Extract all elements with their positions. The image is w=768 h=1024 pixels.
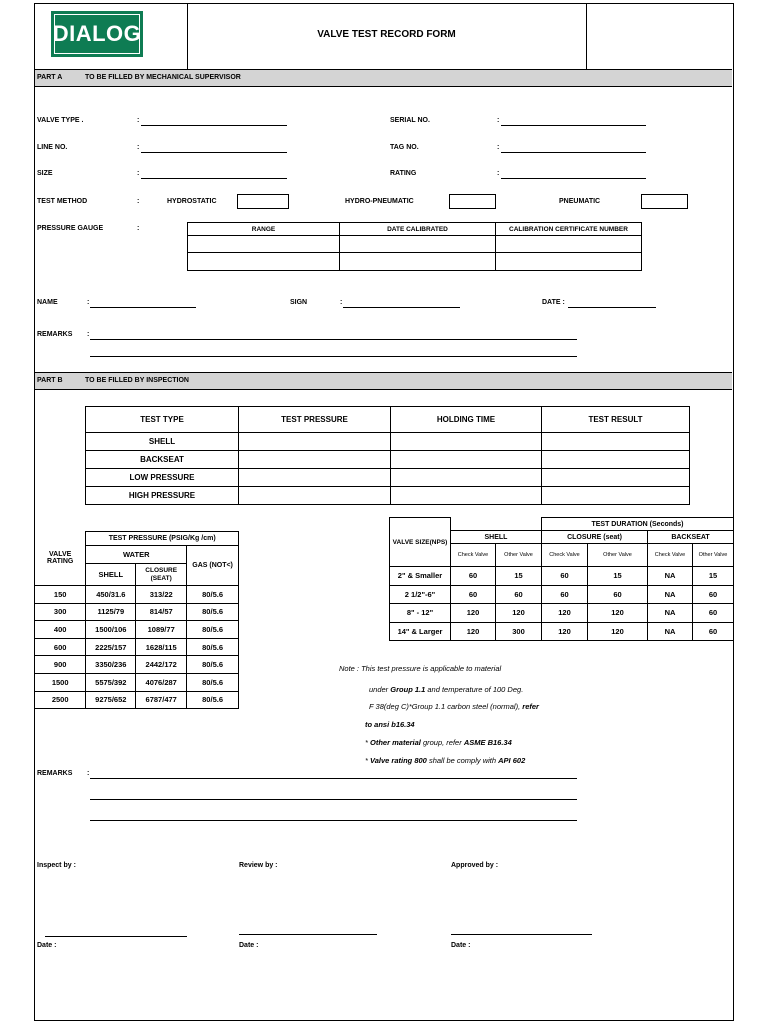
duration-value-cell: NA (648, 604, 693, 623)
size-label: SIZE (37, 170, 53, 177)
note-line-5 (365, 738, 512, 747)
part-a-desc: TO BE FILLED BY MECHANICAL SUPERVISOR (85, 74, 241, 81)
duration-value-cell: 15 (588, 567, 648, 586)
colon: : (137, 144, 140, 151)
test-pressure-header: TEST PRESSURE (PSIG/Kg /cm) (86, 532, 239, 546)
pressure-value-cell: 5575/392 (86, 673, 136, 691)
dialog-logo: DIALOG (51, 11, 143, 57)
note-bold: Group 1.1 (390, 685, 426, 694)
test-cell[interactable] (542, 451, 690, 469)
colon: : (497, 117, 500, 124)
valve-size-cell: 14" & Larger (390, 622, 451, 641)
test-cell[interactable] (239, 451, 391, 469)
test-duration-header: TEST DURATION (Seconds) (542, 518, 734, 531)
pressure-row (35, 621, 239, 639)
hydro-pneumatic-label: HYDRO-PNEUMATIC (345, 198, 414, 205)
gauge-cell[interactable] (340, 236, 496, 253)
test-cell[interactable] (542, 433, 690, 451)
duration-value-cell: 60 (542, 585, 588, 604)
pressure-rows (35, 586, 239, 709)
note-text: * (365, 756, 371, 765)
pneumatic-checkbox[interactable] (641, 194, 688, 209)
test-cell[interactable] (239, 433, 391, 451)
check-valve-header: Check Valve (648, 544, 693, 567)
footer-remarks-line[interactable] (90, 820, 577, 821)
pressure-value-cell: 9275/652 (86, 691, 136, 709)
pressure-row (35, 586, 239, 604)
pressure-value-cell: 1500/106 (86, 621, 136, 639)
gauge-col-range: RANGE (188, 223, 340, 236)
footer-remarks-line[interactable] (90, 799, 577, 800)
pressure-value-cell: 1089/77 (136, 621, 187, 639)
note-line-1 (339, 664, 501, 673)
pressure-value-cell: 2442/172 (136, 656, 187, 674)
colon: : (340, 299, 343, 306)
duration-row (390, 622, 734, 641)
gas-header: GAS (NOT<) (187, 546, 239, 586)
review-by-label: Review by : (239, 862, 278, 869)
test-type-shell: SHELL (86, 433, 239, 451)
inspect-by-label: Inspect by : (37, 862, 76, 869)
part-a-label: PART A (37, 74, 63, 81)
test-col-type: TEST TYPE (86, 407, 239, 433)
test-col-result: TEST RESULT (542, 407, 690, 433)
test-cell[interactable] (542, 469, 690, 487)
colon: : (87, 331, 90, 338)
remarks-field-line[interactable] (90, 356, 577, 357)
pressure-value-cell: 814/57 (136, 603, 187, 621)
duration-value-cell: 15 (693, 567, 734, 586)
test-cell[interactable] (391, 469, 542, 487)
note-line-3 (369, 702, 539, 711)
duration-closure-header: CLOSURE (seat) (542, 531, 648, 544)
pressure-value-cell: 80/5.6 (187, 673, 239, 691)
serial-no-label: SERIAL NO. (390, 117, 430, 124)
part-a-header (35, 69, 732, 87)
pressure-value-cell: 4076/287 (136, 673, 187, 691)
duration-row (390, 604, 734, 623)
test-type-low-pressure: LOW PRESSURE (86, 469, 239, 487)
duration-value-cell: 60 (542, 567, 588, 586)
valve-rating-cell: 1500 (35, 673, 86, 691)
test-col-pressure: TEST PRESSURE (239, 407, 391, 433)
gauge-cell[interactable] (188, 253, 340, 271)
duration-value-cell: 120 (496, 604, 542, 623)
review-by-signature-line[interactable] (239, 934, 377, 935)
valve-size-cell: 2" & Smaller (390, 567, 451, 586)
valve-rating-cell: 300 (35, 603, 86, 621)
duration-value-cell: 60 (693, 585, 734, 604)
duration-value-cell: 120 (542, 622, 588, 641)
hydrostatic-checkbox[interactable] (237, 194, 289, 209)
note-bold: refer (522, 702, 539, 711)
note-text: under (369, 685, 391, 694)
note-line-2 (369, 685, 523, 694)
serial-no-field[interactable] (501, 125, 646, 126)
footer-remarks-line[interactable] (90, 778, 577, 779)
note-bold: Valve rating 800 (370, 756, 427, 765)
duration-value-cell: NA (648, 622, 693, 641)
water-header: WATER (86, 546, 187, 564)
valve-size-cell: 8" - 12" (390, 604, 451, 623)
colon: : (87, 299, 90, 306)
note-text: F 38(deg C)*Group 1.1 carbon steel (normal), (369, 702, 523, 711)
inspect-by-signature-line[interactable] (45, 936, 187, 937)
test-cell[interactable] (391, 451, 542, 469)
test-table (85, 406, 690, 505)
colon: : (497, 170, 500, 177)
closure-header: CLOSURE (SEAT) (136, 564, 187, 586)
colon: : (497, 144, 500, 151)
pressure-gauge-label: PRESSURE GAUGE (37, 225, 104, 232)
note-line-4 (365, 720, 415, 729)
note-text: and temperature of 100 Deg. (425, 685, 524, 694)
duration-value-cell: 120 (451, 604, 496, 623)
pressure-value-cell: 1628/115 (136, 638, 187, 656)
valve-rating-cell: 900 (35, 656, 86, 674)
part-b-desc: TO BE FILLED BY INSPECTION (85, 377, 189, 384)
colon: : (137, 198, 140, 205)
date-field[interactable] (568, 307, 656, 308)
duration-value-cell: 300 (496, 622, 542, 641)
approved-by-signature-line[interactable] (451, 934, 592, 935)
pressure-value-cell: 313/22 (136, 586, 187, 604)
remarks-field-line[interactable] (90, 339, 577, 340)
duration-shell-header: SHELL (451, 531, 542, 544)
duration-value-cell: 120 (542, 604, 588, 623)
hydrostatic-label: HYDROSTATIC (167, 198, 217, 205)
tag-no-field[interactable] (501, 152, 646, 153)
pressure-value-cell: 80/5.6 (187, 656, 239, 674)
note-text: * (365, 738, 371, 747)
duration-value-cell: 120 (588, 622, 648, 641)
duration-value-cell: 120 (451, 622, 496, 641)
test-type-high-pressure: HIGH PRESSURE (86, 487, 239, 505)
name-label: NAME (37, 299, 58, 306)
valve-size-cell: 2 1/2"-6" (390, 585, 451, 604)
test-cell[interactable] (391, 433, 542, 451)
form-title: VALVE TEST RECORD FORM (317, 29, 456, 40)
remarks-label: REMARKS (37, 331, 73, 338)
duration-value-cell: 60 (496, 585, 542, 604)
note-text: to ansi b16.34 (365, 720, 415, 729)
duration-row (390, 585, 734, 604)
pressure-value-cell: 80/5.6 (187, 621, 239, 639)
duration-value-cell: 15 (496, 567, 542, 586)
line-no-label: LINE NO. (37, 144, 68, 151)
duration-value-cell: NA (648, 585, 693, 604)
sign-label: SIGN (290, 299, 308, 306)
date-label: DATE : (542, 299, 565, 306)
pressure-gauge-table (187, 222, 642, 271)
other-valve-header: Other Valve (588, 544, 648, 567)
pressure-value-cell: 80/5.6 (187, 603, 239, 621)
hydro-pneumatic-checkbox[interactable] (449, 194, 496, 209)
valve-rating-cell: 150 (35, 586, 86, 604)
part-b-label: PART B (37, 377, 63, 384)
gauge-col-cert: CALIBRATION CERTIFICATE NUMBER (496, 223, 642, 236)
note-text: shall be comply with (426, 756, 499, 765)
name-field[interactable] (90, 307, 196, 308)
inspect-date-label: Date : (37, 942, 57, 949)
test-type-backseat: BACKSEAT (86, 451, 239, 469)
valve-type-label: VALVE TYPE . (37, 117, 84, 124)
pressure-row (35, 656, 239, 674)
form-page (34, 3, 734, 1021)
footer-remarks-label: REMARKS (37, 770, 73, 777)
test-pressure-table (35, 531, 239, 709)
test-duration-table (389, 517, 734, 641)
pressure-row (35, 691, 239, 709)
pressure-row (35, 638, 239, 656)
pressure-value-cell: 450/31.6 (86, 586, 136, 604)
gauge-col-date: DATE CALIBRATED (340, 223, 496, 236)
pressure-value-cell: 6787/477 (136, 691, 187, 709)
duration-row (390, 567, 734, 586)
note-line-6 (365, 756, 525, 765)
pressure-value-cell: 80/5.6 (187, 586, 239, 604)
note-bold: ASME B16.34 (463, 738, 512, 747)
review-date-label: Date : (239, 942, 259, 949)
test-method-label: TEST METHOD (37, 198, 88, 205)
valve-rating-cell: 400 (35, 621, 86, 639)
test-cell[interactable] (542, 487, 690, 505)
duration-value-cell: 60 (693, 622, 734, 641)
header-divider-right (586, 4, 587, 70)
duration-value-cell: 60 (451, 585, 496, 604)
note-text: Note : This test pressure is applicable to material (339, 664, 502, 673)
gauge-cell[interactable] (496, 236, 642, 253)
test-cell[interactable] (391, 487, 542, 505)
other-valve-header: Other Valve (693, 544, 734, 567)
duration-rows (390, 567, 734, 641)
pressure-value-cell: 2225/157 (86, 638, 136, 656)
line-no-field[interactable] (141, 152, 287, 153)
duration-value-cell: NA (648, 567, 693, 586)
note-bold: Other material (370, 738, 421, 747)
valve-type-field[interactable] (141, 125, 287, 126)
duration-value-cell: 60 (693, 604, 734, 623)
duration-value-cell: 60 (588, 585, 648, 604)
note-text: group, refer (420, 738, 464, 747)
check-valve-header: Check Valve (542, 544, 588, 567)
gauge-cell[interactable] (340, 253, 496, 271)
test-col-holding: HOLDING TIME (391, 407, 542, 433)
duration-spacer (451, 518, 542, 531)
pneumatic-label: PNEUMATIC (559, 198, 601, 205)
colon: : (137, 170, 140, 177)
check-valve-header: Check Valve (451, 544, 496, 567)
pressure-row (35, 673, 239, 691)
pressure-value-cell: 3350/236 (86, 656, 136, 674)
valve-size-header: VALVE SIZE(NPS) (390, 518, 451, 567)
valve-rating-cell: 2500 (35, 691, 86, 709)
test-cell[interactable] (239, 469, 391, 487)
approved-by-label: Approved by : (451, 862, 499, 869)
duration-backseat-header: BACKSEAT (648, 531, 734, 544)
note-bold: API 602 (498, 756, 526, 765)
test-cell[interactable] (239, 487, 391, 505)
approved-date-label: Date : (451, 942, 471, 949)
shell-header: SHELL (86, 564, 136, 586)
pressure-value-cell: 1125/79 (86, 603, 136, 621)
valve-rating-header: VALVE RATING (35, 532, 86, 586)
size-field[interactable] (141, 178, 287, 179)
gauge-cell[interactable] (188, 236, 340, 253)
pressure-value-cell: 80/5.6 (187, 638, 239, 656)
colon: : (137, 117, 140, 124)
part-b-header (35, 372, 732, 390)
duration-value-cell: 120 (588, 604, 648, 623)
duration-value-cell: 60 (451, 567, 496, 586)
rating-field[interactable] (501, 178, 646, 179)
rating-label: RATING (390, 170, 417, 177)
pressure-row (35, 603, 239, 621)
gauge-cell[interactable] (496, 253, 642, 271)
other-valve-header: Other Valve (496, 544, 542, 567)
valve-rating-cell: 600 (35, 638, 86, 656)
sign-field[interactable] (343, 307, 460, 308)
colon: : (137, 225, 140, 232)
tag-no-label: TAG NO. (390, 144, 419, 151)
pressure-value-cell: 80/5.6 (187, 691, 239, 709)
colon: : (87, 770, 90, 777)
